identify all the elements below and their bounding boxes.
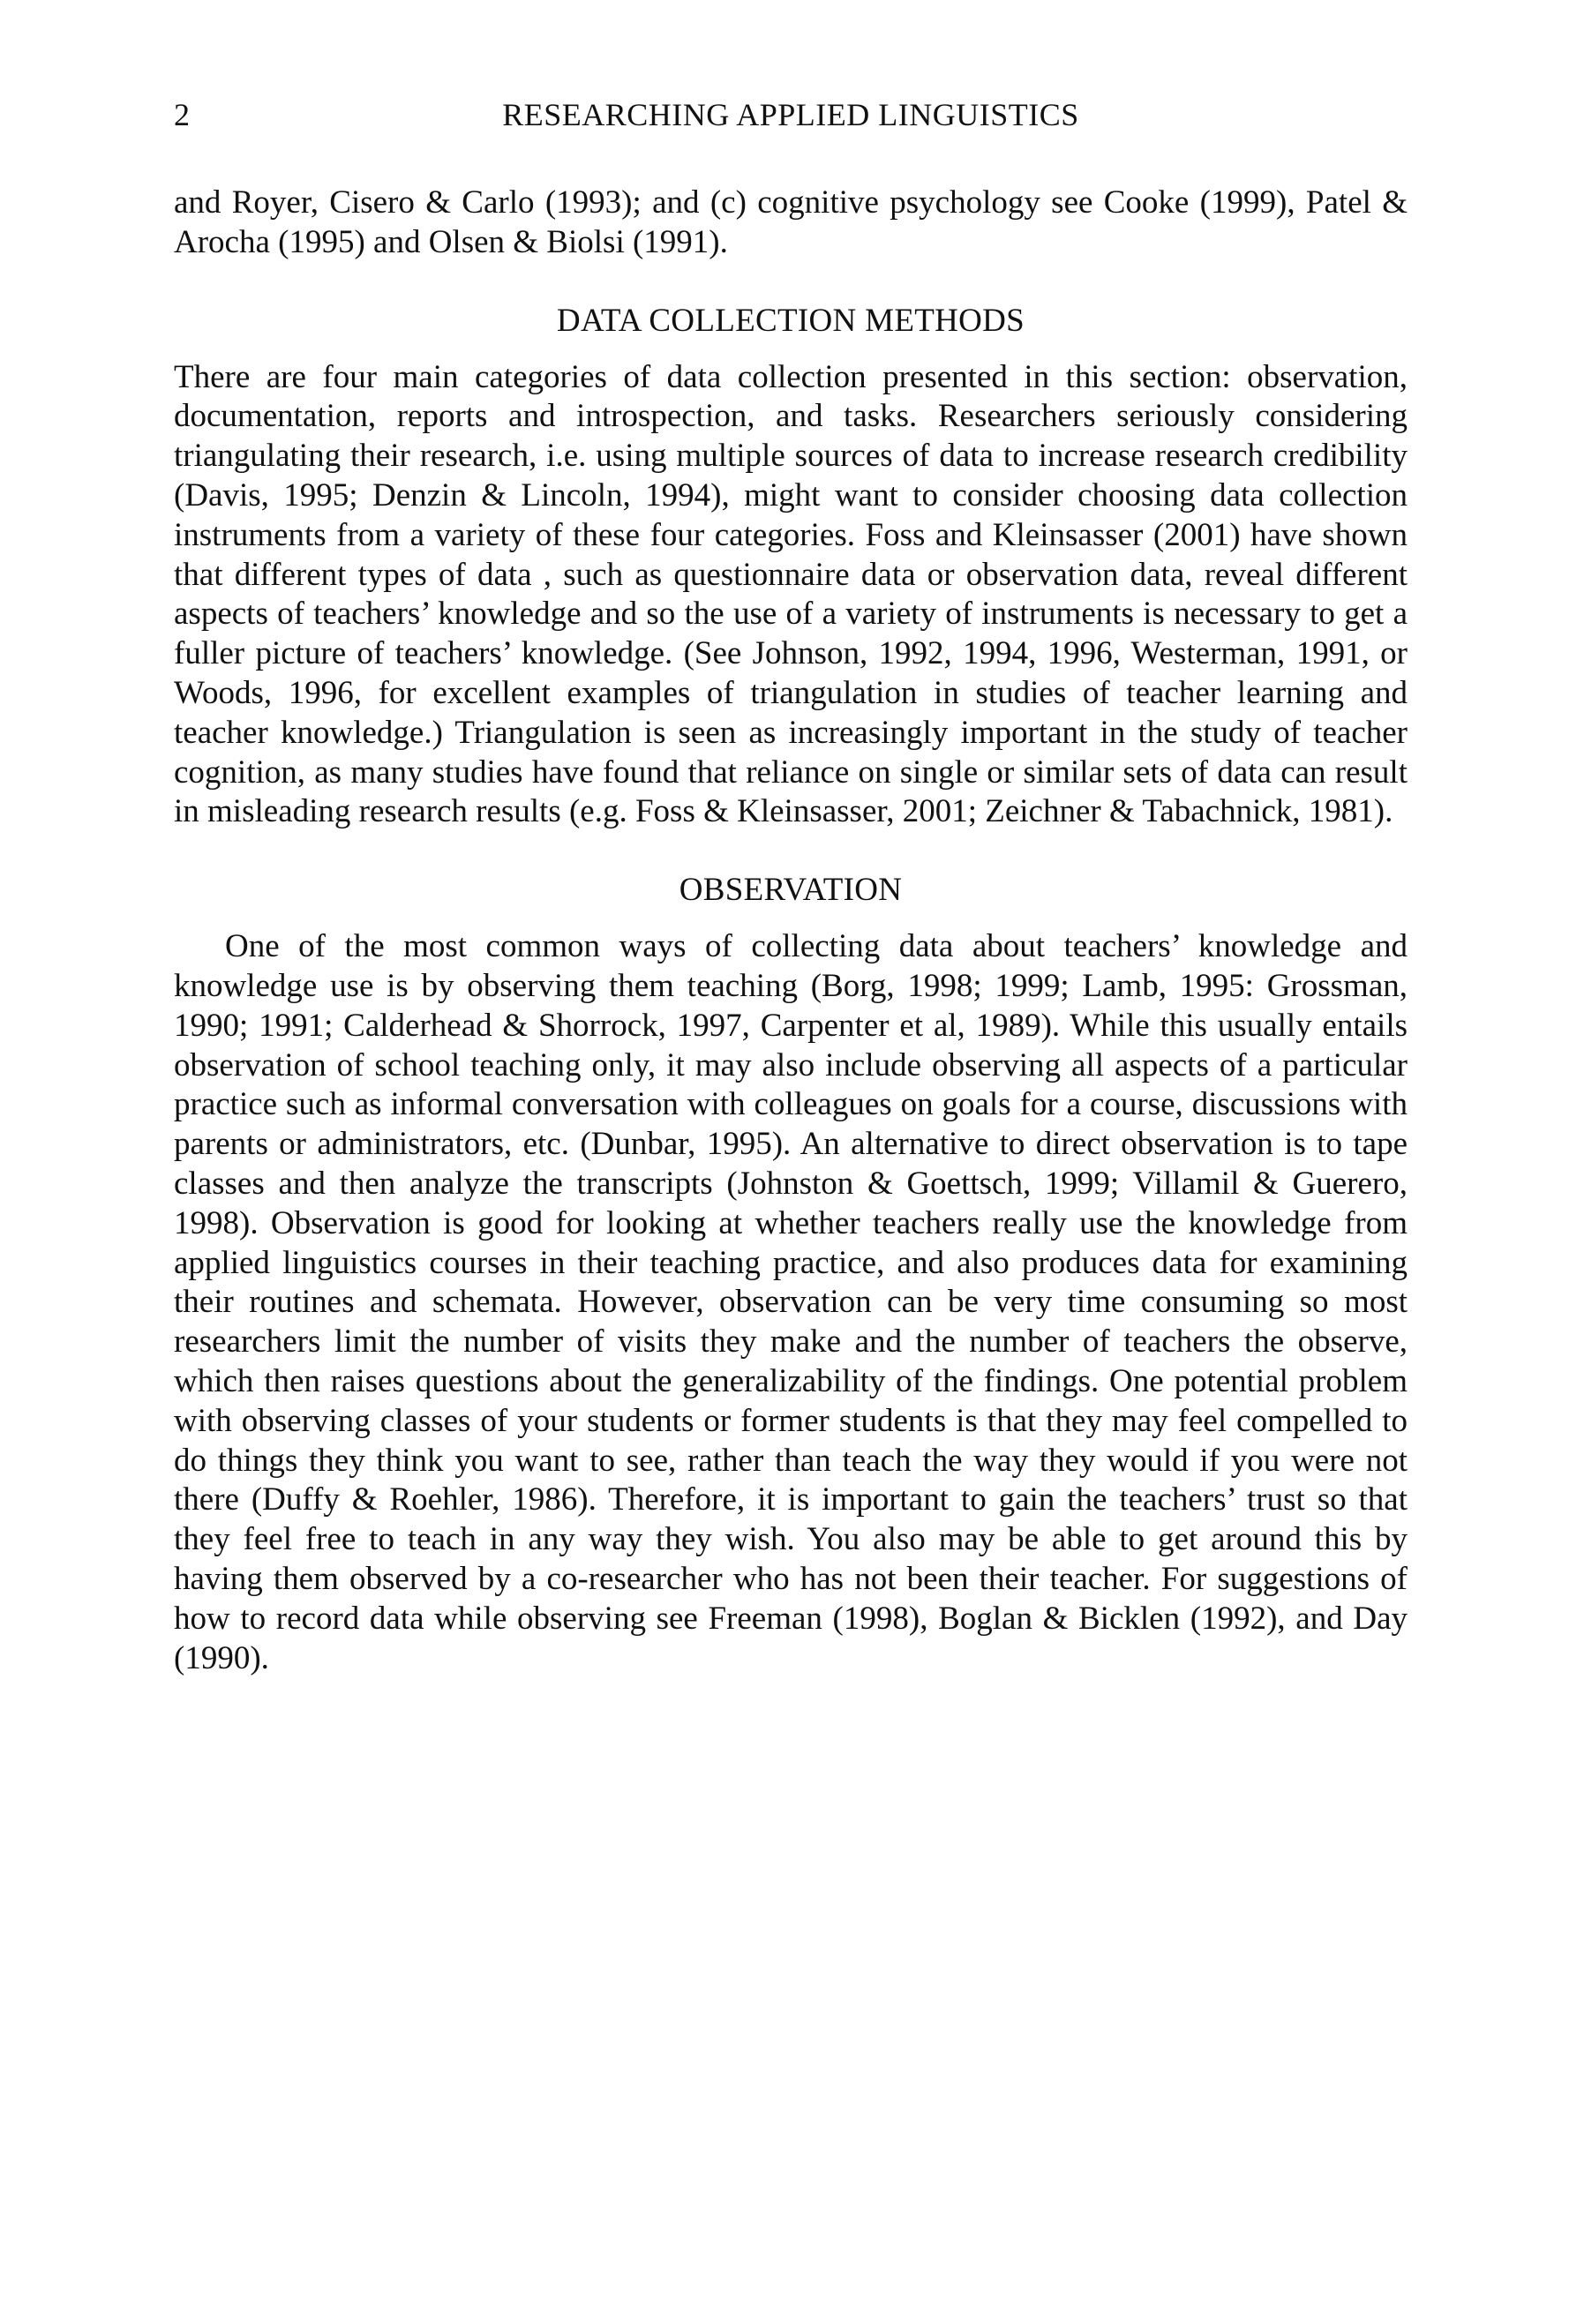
page-number: 2	[174, 97, 190, 132]
running-title: RESEARCHING APPLIED LINGUISTICS	[502, 97, 1079, 132]
running-header	[174, 88, 1408, 141]
section-heading-data-collection-methods: DATA COLLECTION METHODS	[556, 302, 1025, 339]
data-collection-paragraph: There are four main categories of data collection presented in this section: observation, documentation, reports and introspection, and tasks. Researchers seriously considering triangulating their research, i.e. using multiple sources of data to increase research credibility (Davis, 1995; Denzin & Lincoln, 1994), might want to consider choosing data collection instruments from a variety of these four categories. Foss and Kleinsasser (2001) have shown that different types of data , such as questionnaire data or observation data, reveal different aspects of teachers’ knowledge and so the use of a variety of instruments is necessary to get a fuller picture of teachers’ knowledge. (See Johnson, 1992, 1994, 1996, Westerman, 1991, or Woods, 1996, for excellent examples of triangulation in studies of teacher learning and teacher knowledge.) Triangulation is seen as increasingly important in the study of teacher cognition, as many studies have found that reliance on single or similar sets of data can result in misleading research results (e.g. Foss & Kleinsasser, 2001; Zeichner & Tabachnick, 1981).	[174, 358, 1408, 830]
book-page	[174, 88, 1408, 1678]
intro-paragraph: and Royer, Cisero & Carlo (1993); and (c) cognitive psychology see Cooke (1999), Patel & Arocha (1995) and Olsen & Biolsi (1991).	[174, 184, 1408, 260]
observation-paragraph: One of the most common ways of collecting data about teachers’ knowledge and knowledge use is by observing them teaching (Borg, 1998; 1999; Lamb, 1995: Grossman, 1990; 1991; Calderhead & Shorrock, 1997, Carpenter et al, 1989). While this usually entails observation of school teaching only, it may also include observing all aspects of a particular practice such as informal conversation with colleagues on goals for a course, discussions with parents or administrators, etc. (Dunbar, 1995). An alternative to direct observation is to tape classes and then analyze the transcripts (Johnston & Goettsch, 1999; Villamil & Guerero, 1998). Observation is good for looking at whether teachers really use the knowledge from applied linguistics courses in their teaching practice, and also produces data for examining their routines and schemata. However, observation can be very time consuming so most researchers limit the number of visits they make and the number of teachers the observe, which then raises questions about the generalizability of the findings. One potential problem with observing classes of your students or former students is that they may feel compelled to do things they think you want to see, rather than teach the way they would if you were not there (Duffy & Roehler, 1986). Therefore, it is important to gain the teachers’ trust so that they feel free to teach in any way they wish. You also may be able to get around this by having them observed by a co-researcher who has not been their teacher. For suggestions of how to record data while observing see Freeman (1998), Boglan & Bicklen (1992), and Day (1990).	[174, 928, 1408, 1676]
section-heading-observation: OBSERVATION	[679, 872, 903, 909]
